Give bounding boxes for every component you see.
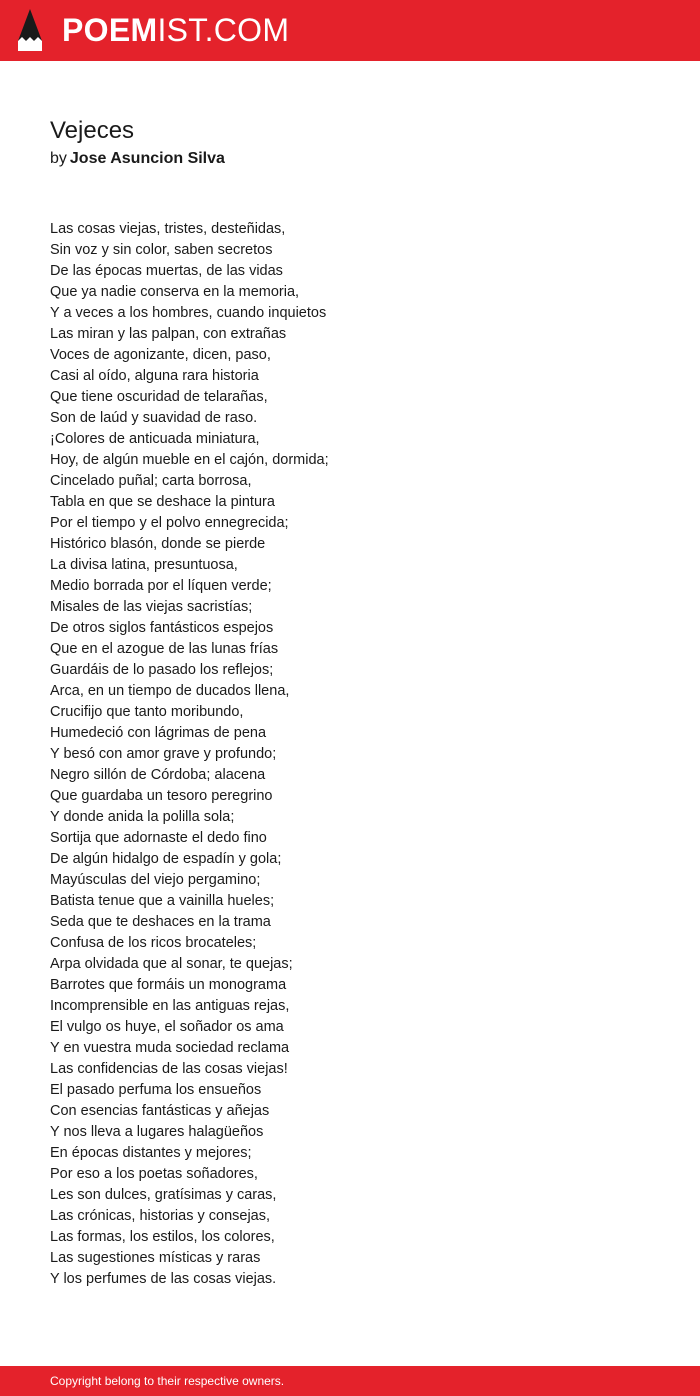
poem-line: Las confidencias de las cosas viejas! bbox=[50, 1061, 288, 1077]
poem-line: Misales de las viejas sacristías; bbox=[50, 599, 253, 615]
poem-line: Barrotes que formáis un monograma bbox=[50, 977, 287, 993]
poem-body bbox=[50, 219, 329, 1290]
poem-line: Las miran y las palpan, con extrañas bbox=[50, 326, 287, 342]
poem-line: Crucifijo que tanto moribundo, bbox=[50, 704, 244, 720]
poem-line: Y los perfumes de las cosas viejas. bbox=[50, 1271, 277, 1287]
poem-line: Arca, en un tiempo de ducados llena, bbox=[50, 683, 290, 699]
poem-line: Sortija que adornaste el dedo fino bbox=[50, 830, 267, 846]
poem-line: Por eso a los poetas soñadores, bbox=[50, 1166, 258, 1182]
poem-line: Y a veces a los hombres, cuando inquietos bbox=[50, 305, 327, 321]
poem-line: La divisa latina, presuntuosa, bbox=[50, 557, 238, 573]
pencil-icon[interactable] bbox=[18, 9, 42, 51]
poem-line: Y besó con amor grave y profundo; bbox=[50, 746, 277, 762]
poem-line: Que guardaba un tesoro peregrino bbox=[50, 788, 273, 804]
poem-author: Jose Asuncion Silva bbox=[69, 150, 225, 167]
poem-line: Las sugestiones místicas y raras bbox=[50, 1250, 261, 1266]
poem-line: Y en vuestra muda sociedad reclama bbox=[50, 1040, 290, 1056]
poem-line: En épocas distantes y mejores; bbox=[50, 1145, 252, 1161]
poem-line: De algún hidalgo de espadín y gola; bbox=[50, 851, 282, 867]
site-footer bbox=[0, 1366, 700, 1396]
site-logo[interactable] bbox=[62, 10, 289, 50]
poem-line: Incomprensible en las antiguas rejas, bbox=[50, 998, 290, 1014]
poem-line: Las formas, los estilos, los colores, bbox=[50, 1229, 275, 1245]
poem-line: Mayúsculas del viejo pergamino; bbox=[50, 872, 261, 888]
poem-line: Las crónicas, historias y consejas, bbox=[50, 1208, 271, 1224]
poem-line: Medio borrada por el líquen verde; bbox=[50, 578, 272, 594]
poem-line: Que ya nadie conserva en la memoria, bbox=[50, 284, 300, 300]
poem-line: Son de laúd y suavidad de raso. bbox=[50, 410, 258, 426]
poem-line: El vulgo os huye, el soñador os ama bbox=[50, 1019, 284, 1035]
poem-line: Voces de agonizante, dicen, paso, bbox=[50, 347, 271, 363]
poem-line: Por el tiempo y el polvo ennegrecida; bbox=[50, 515, 289, 531]
poem-line: Con esencias fantásticas y añejas bbox=[50, 1103, 270, 1119]
poem-line: Que en el azogue de las lunas frías bbox=[50, 641, 279, 657]
poem-line: Y nos lleva a lugares halagüeños bbox=[50, 1124, 264, 1140]
poem-line: Humedeció con lágrimas de pena bbox=[50, 725, 267, 741]
poem-line: Hoy, de algún mueble en el cajón, dormida; bbox=[50, 452, 329, 468]
logo-brand-bold: POEM bbox=[62, 12, 158, 48]
poem-line: Tabla en que se deshace la pintura bbox=[50, 494, 275, 510]
poem-line: Y donde anida la polilla sola; bbox=[50, 809, 235, 825]
poem-byline bbox=[50, 148, 225, 170]
logo-brand-light: IST.COM bbox=[157, 12, 290, 48]
poem-line: Seda que te deshaces en la trama bbox=[50, 914, 271, 930]
poem-line: Histórico blasón, donde se pierde bbox=[50, 536, 266, 552]
copyright-text: Copyright belong to their respective owners. bbox=[50, 1374, 285, 1388]
poem-line: Les son dulces, gratísimas y caras, bbox=[50, 1187, 277, 1203]
poem-line: Sin voz y sin color, saben secretos bbox=[50, 242, 273, 258]
poem-line: De otros siglos fantásticos espejos bbox=[50, 620, 274, 636]
poem-line: Batista tenue que a vainilla hueles; bbox=[50, 893, 275, 909]
poem-line: El pasado perfuma los ensueños bbox=[50, 1082, 262, 1098]
poem-line: ¡Colores de anticuada miniatura, bbox=[50, 431, 260, 447]
poem-line: Cincelado puñal; carta borrosa, bbox=[50, 473, 252, 489]
by-label: by bbox=[50, 150, 67, 167]
poem-line: Negro sillón de Córdoba; alacena bbox=[50, 767, 266, 783]
poem-line: Confusa de los ricos brocateles; bbox=[50, 935, 257, 951]
poem-line: Las cosas viejas, tristes, desteñidas, bbox=[50, 221, 286, 237]
site-header bbox=[0, 0, 700, 61]
poem-line: Que tiene oscuridad de telarañas, bbox=[50, 389, 268, 405]
poem-title: Vejeces bbox=[50, 117, 135, 144]
poem-line: Arpa olvidada que al sonar, te quejas; bbox=[50, 956, 293, 972]
poem-line: Guardáis de lo pasado los reflejos; bbox=[50, 662, 274, 678]
poem-line: De las épocas muertas, de las vidas bbox=[50, 263, 283, 279]
poem-line: Casi al oído, alguna rara historia bbox=[50, 368, 259, 384]
